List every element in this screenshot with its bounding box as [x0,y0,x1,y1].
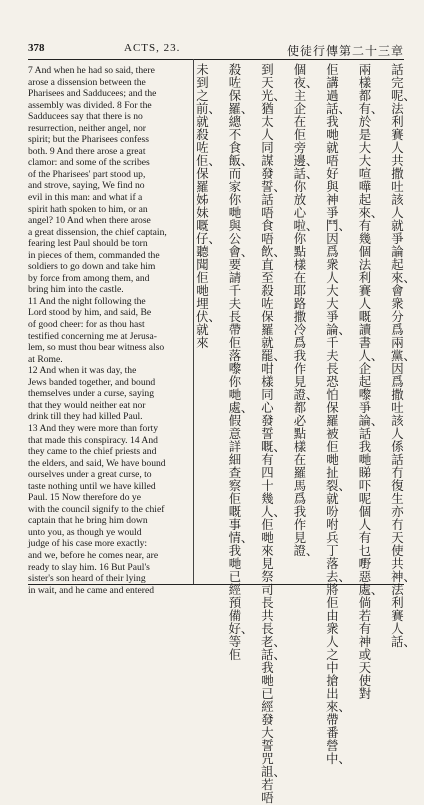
english-line: and strove, saying, We find no [28,180,145,192]
english-line: assembly was divided. 8 For the [28,99,152,111]
running-title: ACTS, 23. [124,42,181,54]
english-line: Sadducees say that there is no [28,111,143,123]
header-rule [28,59,404,60]
english-line: with the council signify to the chief [28,503,165,515]
page-header [28,42,404,58]
english-line: ourselves under a great curse, to [28,469,152,481]
english-line: angel? 10 And when there arose [28,215,151,227]
chinese-column: 殺咗保羅、總不食飯、而家你哋與公會、要請千夫長帶佢落嚟你哋處、假意詳細查察佢嘅事情、我哋已經預備好、等佢 [228,63,254,662]
page-number: 378 [28,42,45,54]
chinese-column: 話完呢、法利賽人共撒吐該人就爭論起來、會衆分爲兩黨、因爲撒吐該人係話冇復生亦冇天使共神、法利賽人話、 [391,63,416,649]
chinese-running-title: 使徒行傳第二十三章 [286,44,404,58]
english-line: arose a dissension between the [28,76,146,88]
english-line: in pieces of them, commanded the [28,249,160,261]
english-line: of the Pharisees' part stood up, [28,168,146,180]
english-line: Lord stood by him, and said, Be [28,307,152,319]
english-line: lem, so must thou bear witness also [28,342,165,354]
english-line: captain that he bring him down [28,515,148,527]
chinese-column: 未到之前、就殺咗佢、保羅姊妹嘅仔、聽聞佢哋埋伏、就來 [196,63,221,350]
english-line: Paul. 15 Now therefore do ye [28,492,141,504]
english-line: spirit; but the Pharisees confess [28,134,149,146]
english-line: Jews banded together, and bound [28,376,156,388]
english-line: bring him into the castle. [28,284,124,296]
english-line: Pharisees and Sadducees; and the [28,88,157,100]
english-line: testified concerning me at Jerusa- [28,330,157,342]
english-line: resurrection, neither angel, nor [28,122,147,134]
english-line: by force from among them, and [28,272,150,284]
english-line: in wait, and he came and entered [28,584,154,596]
column-divider [193,59,194,584]
english-line: drink till they had killed Paul. [28,411,143,423]
english-line: ready to slay him. 16 But Paul's [28,561,150,573]
english-line: 11 And the night following the [28,295,146,307]
english-line: that made this conspiracy. 14 And [28,434,158,446]
english-line: and we, before he comes near, are [28,549,159,561]
english-line: at Rome. [28,353,63,365]
english-line: taste nothing until we have killed [28,480,156,492]
english-line: both. 9 And there arose a great [28,145,146,157]
english-line: they came to the chief priests and [28,446,157,458]
english-line: 12 And when it was day, the [28,365,137,377]
english-line: judge of his case more exactly: [28,538,148,550]
english-line: of good cheer: for as thou hast [28,319,145,331]
chinese-column: 兩樣都有、於是大大喧嘩起來、有幾個法利賽人嘅讀書人、企起嚟爭論、話我哋睇吓呢個人有乜嘢惡處、倘若有神或天使對 [358,63,384,701]
english-line: fearing lest Paul should be torn [28,238,148,250]
chinese-column: 個夜、主企在佢旁邊、話、你放心啦、你點樣在耶路撒冷爲我作見證、都必點樣在羅馬爲我作見證、 [293,63,319,558]
english-line: spirit hath spoken to him, or an [28,203,148,215]
english-line: that they would neither eat nor [28,399,146,411]
english-line: clamor: and some of the scribes [28,157,150,169]
english-line: a great dissension, the chief captain, [28,226,167,238]
english-line: evil in this man: and what if a [28,192,143,204]
english-line: soldiers to go down and take him [28,261,156,273]
english-line: unto you, as though ye would [28,526,142,538]
english-line: 13 And they were more than forty [28,422,159,434]
english-line: the elders, and said, We have bound [28,457,166,469]
english-text-column [28,65,188,596]
chinese-column: 佢講過話、我哋就唔好與神爭鬥、因爲衆人大大爭論、千夫長恐怕保羅被佢哋扯裂、就吩咐兵丁落去、將佢由衆人之中搶出來、帶番營中、 [326,63,351,766]
english-line: sister's son heard of their lying [28,573,146,585]
chinese-text-column [196,63,416,805]
chinese-column: 到天光、猶太人同謀發誓、話唔食唔飲、直至殺咗保羅就罷、咁樣同心發誓嘅、有四十幾人、佢哋來見祭司長共長老、話、我哋已經發大誓咒詛、若唔 [261,63,286,805]
english-line: 7 And when he had so said, there [28,65,155,76]
english-line: themselves under a curse, saying [28,388,155,400]
